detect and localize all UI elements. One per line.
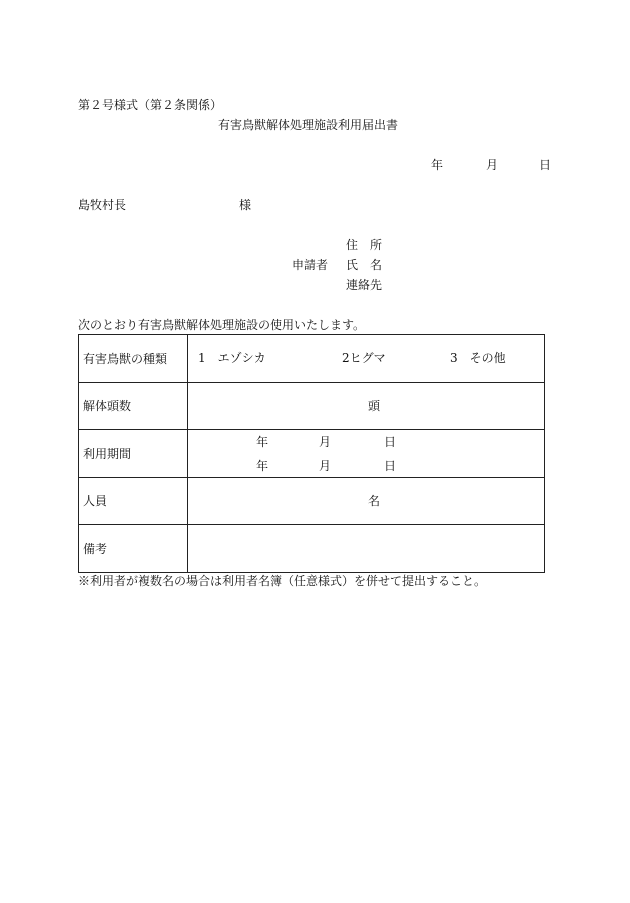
remarks-cell[interactable] bbox=[188, 525, 545, 573]
application-table bbox=[78, 334, 545, 573]
species-label: 有害鳥獣の種類 bbox=[79, 335, 188, 383]
applicant-name-label: 氏 名 bbox=[346, 258, 383, 272]
period-end-year: 年 bbox=[256, 459, 269, 474]
count-cell[interactable] bbox=[188, 382, 545, 430]
species-option-1[interactable]: 1 エゾシカ bbox=[198, 351, 266, 366]
period-label: 利用期間 bbox=[79, 430, 188, 478]
species-row bbox=[79, 335, 545, 383]
period-cell[interactable] bbox=[188, 430, 545, 478]
period-end-day: 日 bbox=[384, 459, 397, 474]
applicant-address-label: 住 所 bbox=[346, 238, 383, 252]
addressee-name: 島牧村長 bbox=[78, 198, 127, 212]
period-row bbox=[79, 430, 545, 478]
addressee-honorific: 様 bbox=[239, 198, 252, 212]
count-row bbox=[79, 382, 545, 430]
count-label: 解体頭数 bbox=[79, 382, 188, 430]
intro-text: 次のとおり有害鳥獣解体処理施設の使用いたします。 bbox=[78, 318, 366, 332]
remarks-label: 備考 bbox=[79, 525, 188, 573]
species-options-cell[interactable] bbox=[188, 335, 545, 383]
date-day: 日 bbox=[539, 158, 552, 172]
date-year: 年 bbox=[431, 158, 444, 172]
period-end-month: 月 bbox=[319, 459, 332, 474]
applicant-contact-label: 連絡先 bbox=[346, 278, 383, 292]
count-unit: 頭 bbox=[368, 398, 381, 413]
applicant-label: 申請者 bbox=[292, 258, 329, 272]
species-option-2[interactable]: 2ヒグマ bbox=[342, 351, 386, 366]
people-cell[interactable] bbox=[188, 477, 545, 525]
period-start-day: 日 bbox=[384, 435, 397, 450]
species-option-3[interactable]: 3 その他 bbox=[450, 351, 506, 366]
document-title: 有害鳥獣解体処理施設利用届出書 bbox=[218, 118, 399, 132]
people-unit: 名 bbox=[368, 493, 381, 508]
footnote: ※利用者が複数名の場合は利用者名簿（任意様式）を併せて提出すること。 bbox=[78, 574, 487, 588]
form-number: 第２号様式（第２条関係） bbox=[78, 98, 223, 112]
date-month: 月 bbox=[486, 158, 499, 172]
people-row bbox=[79, 477, 545, 525]
period-start-year: 年 bbox=[256, 435, 269, 450]
people-label: 人員 bbox=[79, 477, 188, 525]
period-start-month: 月 bbox=[319, 435, 332, 450]
remarks-row bbox=[79, 525, 545, 573]
